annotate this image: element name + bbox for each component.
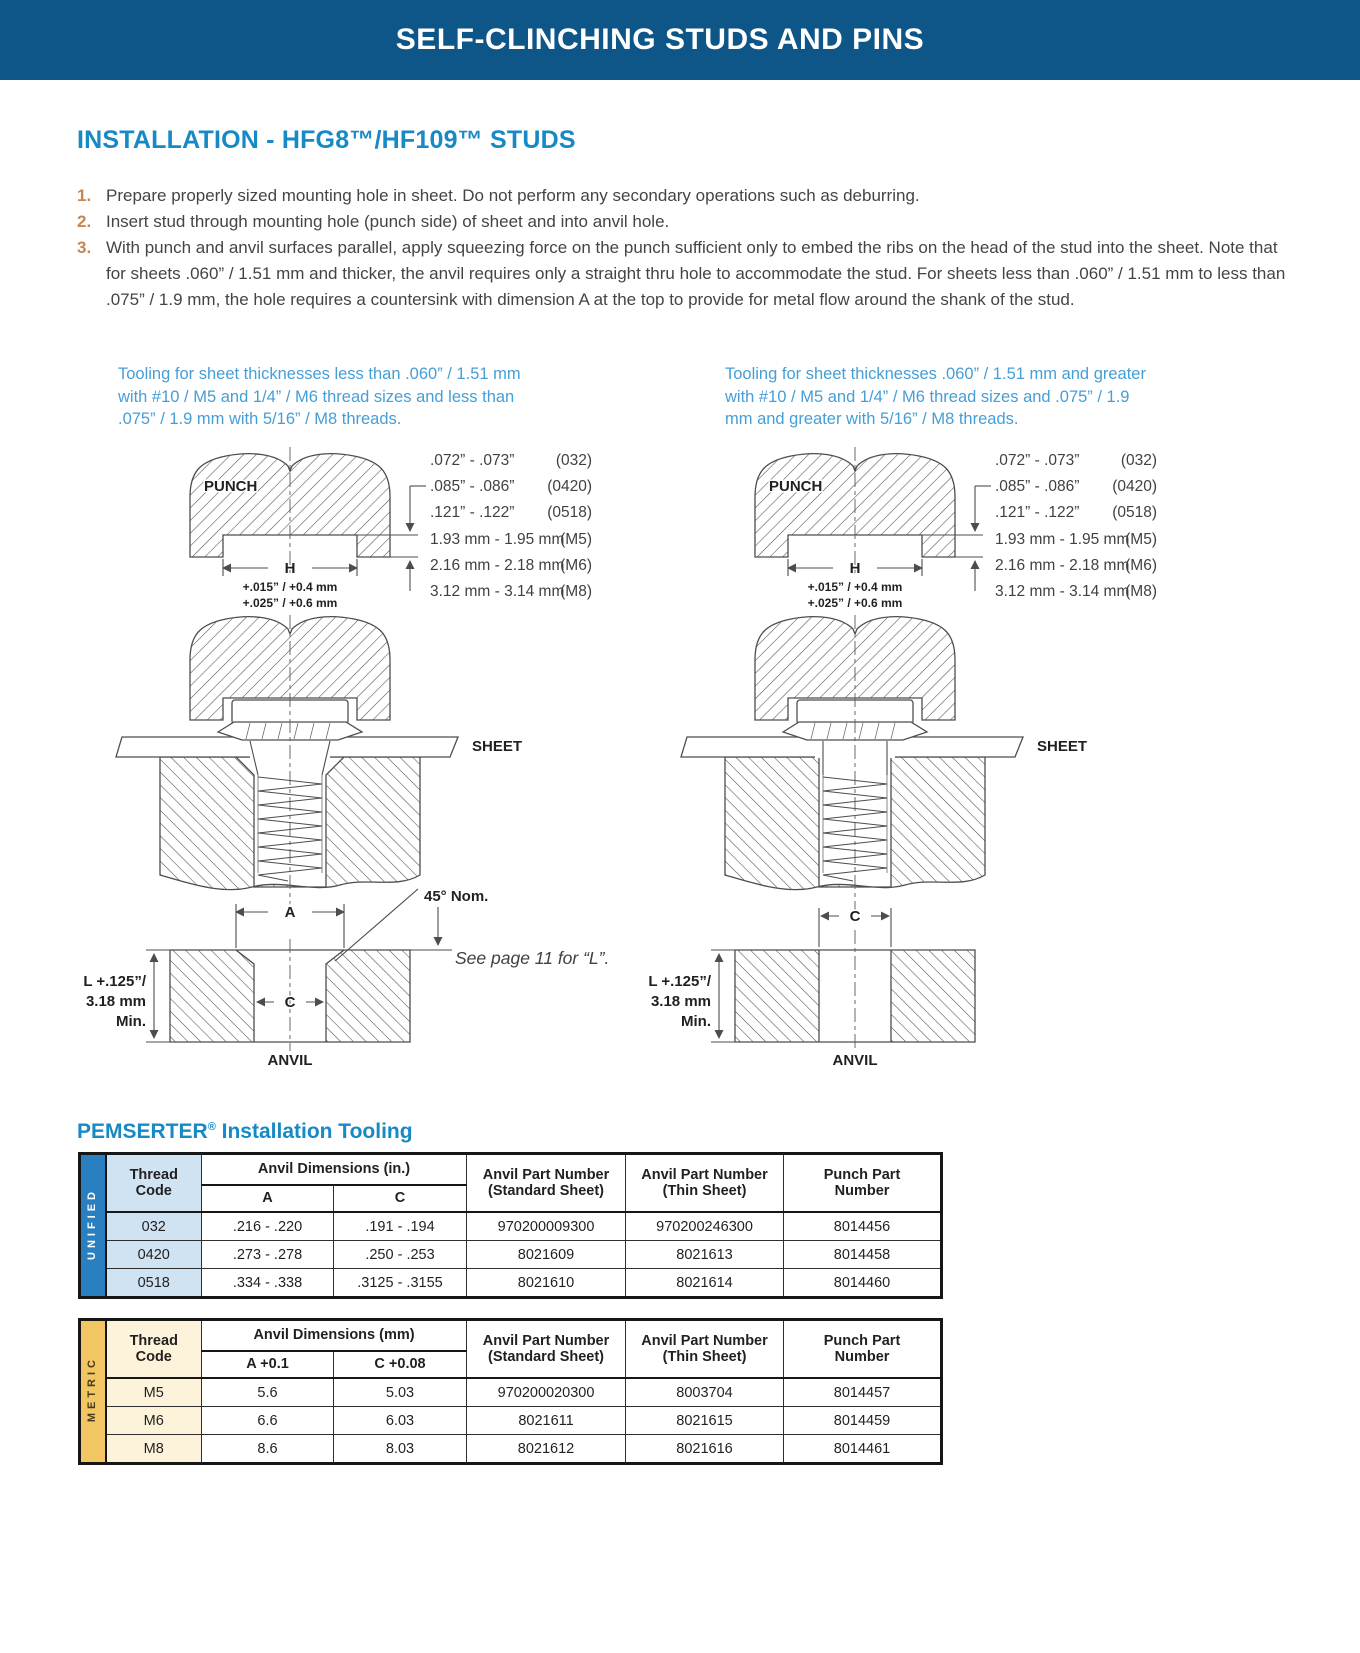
- unified-side-label: UNIFIED: [86, 1187, 99, 1260]
- step-3-text: With punch and anvil surfaces parallel, apply squeezing force on the punch sufficient only to embed the ribs on the head of the stud into the sheet. Note that for sheets .060” / 1.51 mm and thicker, the anvil requires only a straight thru hole to accommodate the stud. For sheets less than .060” / 1.51 mm to less than .075” / 1.9 mm, the hole requires a countersink with dimension A at the top to provide for metal flow around the shank of the stud.: [106, 238, 1286, 309]
- c-dimension-label: C: [849, 908, 861, 925]
- recess-dim-5: 2.16 mm - 2.18 mm: [995, 557, 1130, 574]
- h-tolerance-1: +.015” / +0.4 mm: [242, 580, 338, 594]
- step-2-number: 2.: [77, 212, 92, 231]
- tooling-intro-left: Tooling for sheet thicknesses less than .060” / 1.51 mm with #10 / M5 and 1/4” / M6 thread sizes and less than .075” / 1.9 mm with 5/16” / M8 threads.: [118, 365, 521, 428]
- recess-dim-6: 3.12 mm - 3.14 mm: [430, 583, 565, 600]
- table-cell: 8003704: [626, 1378, 784, 1407]
- table-cell: 8014457: [784, 1378, 942, 1407]
- table-cell: .3125 - .3155: [334, 1269, 467, 1298]
- recess-dim-2: .085” - .086”: [430, 478, 515, 495]
- recess-dim-4: 1.93 mm - 1.95 mm: [995, 531, 1130, 548]
- table-cell: .334 - .338: [202, 1269, 334, 1298]
- h-dimension-label: H: [849, 560, 861, 577]
- unified-anvil-std-header: Anvil Part Number (Standard Sheet): [467, 1154, 626, 1213]
- l-dimension-line-1: L +.125”/: [83, 973, 146, 990]
- recess-code-6: (M8): [560, 583, 592, 600]
- metric-punch-header: Punch Part Number: [784, 1320, 942, 1379]
- h-tolerance-2: +.025” / +0.6 mm: [242, 596, 338, 610]
- table-cell: 8021615: [626, 1407, 784, 1435]
- table-cell: 5.03: [334, 1378, 467, 1407]
- tooling-heading-brand: PEMSERTER: [77, 1120, 208, 1143]
- recess-code-6: (M8): [1125, 583, 1157, 600]
- table-cell: M8: [106, 1435, 202, 1464]
- table-cell: 0420: [106, 1241, 202, 1269]
- punch-label: PUNCH: [769, 478, 823, 495]
- recess-code-5: (M6): [560, 557, 592, 574]
- recess-code-2: (0420): [547, 478, 592, 495]
- table-cell: 6.03: [334, 1407, 467, 1435]
- table-cell: 8021613: [626, 1241, 784, 1269]
- table-cell: 970200020300: [467, 1378, 626, 1407]
- metric-row-m8: [80, 1435, 942, 1464]
- l-dimension-line-2: 3.18 mm: [85, 993, 146, 1010]
- table-cell: 5.6: [202, 1378, 334, 1407]
- table-cell: 8021614: [626, 1269, 784, 1298]
- l-dimension-line-3: Min.: [116, 1013, 146, 1030]
- see-page-note: See page 11 for “L”.: [455, 948, 610, 968]
- recess-code-1: (032): [555, 452, 592, 469]
- recess-code-2: (0420): [1112, 478, 1157, 495]
- step-2: [77, 209, 1295, 235]
- metric-anvil-std-header: Anvil Part Number (Standard Sheet): [467, 1320, 626, 1379]
- metric-col-a-header: A +0.1: [202, 1351, 334, 1378]
- tooling-heading: [77, 1120, 413, 1144]
- unified-dims-header: Anvil Dimensions (in.): [202, 1154, 467, 1186]
- table-cell: 8014459: [784, 1407, 942, 1435]
- unified-row-0420: [80, 1241, 942, 1269]
- unified-col-c-header: C: [334, 1185, 467, 1212]
- punch-label: PUNCH: [204, 478, 258, 495]
- recess-dim-2: .085” - .086”: [995, 478, 1080, 495]
- metric-tooling-table: [78, 1318, 943, 1465]
- recess-code-3: (0518): [1112, 504, 1157, 521]
- table-cell: 8014458: [784, 1241, 942, 1269]
- unified-anvil-thin-header: Anvil Part Number (Thin Sheet): [626, 1154, 784, 1213]
- table-cell: M5: [106, 1378, 202, 1407]
- anvil-label: ANVIL: [832, 1052, 878, 1069]
- recess-dim-1: .072” - .073”: [430, 452, 515, 469]
- tooling-intro-right: Tooling for sheet thicknesses .060” / 1.51 mm and greater with #10 / M5 and 1/4” / M6 thread sizes and .075” / 1.9 mm and greater with 5/16” / M8 threads.: [725, 365, 1146, 428]
- tooling-diagram-straight-hole: [648, 445, 1265, 1105]
- step-1: [77, 183, 1295, 209]
- metric-row-m5: [80, 1378, 942, 1407]
- table-cell: 970200009300: [467, 1212, 626, 1241]
- installation-steps: [77, 183, 1295, 313]
- sheet-label: SHEET: [1037, 738, 1088, 755]
- metric-col-c-header: C +0.08: [334, 1351, 467, 1378]
- metric-side-strip: [80, 1320, 106, 1464]
- table-cell: 6.6: [202, 1407, 334, 1435]
- unified-thread-header: Thread Code: [106, 1154, 202, 1213]
- metric-thread-header: Thread Code: [106, 1320, 202, 1379]
- h-tolerance-1: +.015” / +0.4 mm: [807, 580, 903, 594]
- unified-side-strip: [80, 1154, 106, 1298]
- table-cell: 8021611: [467, 1407, 626, 1435]
- table-cell: .216 - .220: [202, 1212, 334, 1241]
- table-cell: 8021610: [467, 1269, 626, 1298]
- table-cell: 8.6: [202, 1435, 334, 1464]
- unified-tooling-table: [78, 1152, 943, 1299]
- recess-dim-5: 2.16 mm - 2.18 mm: [430, 557, 565, 574]
- metric-row-m6: [80, 1407, 942, 1435]
- h-tolerance-2: +.025” / +0.6 mm: [807, 596, 903, 610]
- table-cell: .273 - .278: [202, 1241, 334, 1269]
- table-cell: 8021616: [626, 1435, 784, 1464]
- unified-row-032: [80, 1212, 942, 1241]
- recess-dim-6: 3.12 mm - 3.14 mm: [995, 583, 1130, 600]
- a-dimension-label: A: [284, 904, 296, 921]
- table-cell: 8014456: [784, 1212, 942, 1241]
- table-cell: 8021609: [467, 1241, 626, 1269]
- h-dimension-label: H: [284, 560, 296, 577]
- l-dimension-line-2: 3.18 mm: [650, 993, 711, 1010]
- step-3: [77, 235, 1295, 313]
- metric-dims-header: Anvil Dimensions (mm): [202, 1320, 467, 1352]
- unified-punch-header: Punch Part Number: [784, 1154, 942, 1213]
- recess-code-4: (M5): [560, 531, 592, 548]
- step-1-number: 1.: [77, 186, 92, 205]
- table-cell: 8014461: [784, 1435, 942, 1464]
- recess-code-4: (M5): [1125, 531, 1157, 548]
- step-3-number: 3.: [77, 238, 92, 257]
- metric-anvil-thin-header: Anvil Part Number (Thin Sheet): [626, 1320, 784, 1379]
- recess-dim-3: .121” - .122”: [430, 504, 515, 521]
- banner-title: SELF-CLINCHING STUDS AND PINS: [395, 23, 925, 56]
- table-cell: 032: [106, 1212, 202, 1241]
- l-dimension-line-1: L +.125”/: [648, 973, 711, 990]
- table-cell: 0518: [106, 1269, 202, 1298]
- unified-row-0518: [80, 1269, 942, 1298]
- l-dimension-line-3: Min.: [681, 1013, 711, 1030]
- step-2-text: Insert stud through mounting hole (punch side) of sheet and into anvil hole.: [106, 212, 670, 231]
- step-1-text: Prepare properly sized mounting hole in sheet. Do not perform any secondary operations such as deburring.: [106, 186, 920, 205]
- table-cell: 8021612: [467, 1435, 626, 1464]
- recess-dim-4: 1.93 mm - 1.95 mm: [430, 531, 565, 548]
- page-banner: [0, 0, 1360, 80]
- metric-side-label: METRIC: [86, 1356, 99, 1423]
- table-cell: M6: [106, 1407, 202, 1435]
- recess-dim-3: .121” - .122”: [995, 504, 1080, 521]
- table-cell: 8.03: [334, 1435, 467, 1464]
- registered-mark: ®: [207, 1121, 216, 1133]
- table-cell: .250 - .253: [334, 1241, 467, 1269]
- recess-code-3: (0518): [547, 504, 592, 521]
- anvil-label: ANVIL: [267, 1052, 313, 1069]
- sheet-label: SHEET: [472, 738, 523, 755]
- section-title: INSTALLATION - HFG8™/HF109™ STUDS: [77, 126, 576, 154]
- table-cell: .191 - .194: [334, 1212, 467, 1241]
- tooling-heading-rest: Installation Tooling: [215, 1120, 413, 1143]
- tooling-diagram-countersink: [83, 445, 700, 1105]
- unified-col-a-header: A: [202, 1185, 334, 1212]
- recess-code-1: (032): [1120, 452, 1157, 469]
- c-dimension-label: C: [284, 994, 296, 1011]
- recess-dim-1: .072” - .073”: [995, 452, 1080, 469]
- recess-code-5: (M6): [1125, 557, 1157, 574]
- table-cell: 970200246300: [626, 1212, 784, 1241]
- table-cell: 8014460: [784, 1269, 942, 1298]
- angle-callout-label: 45° Nom.: [424, 888, 489, 905]
